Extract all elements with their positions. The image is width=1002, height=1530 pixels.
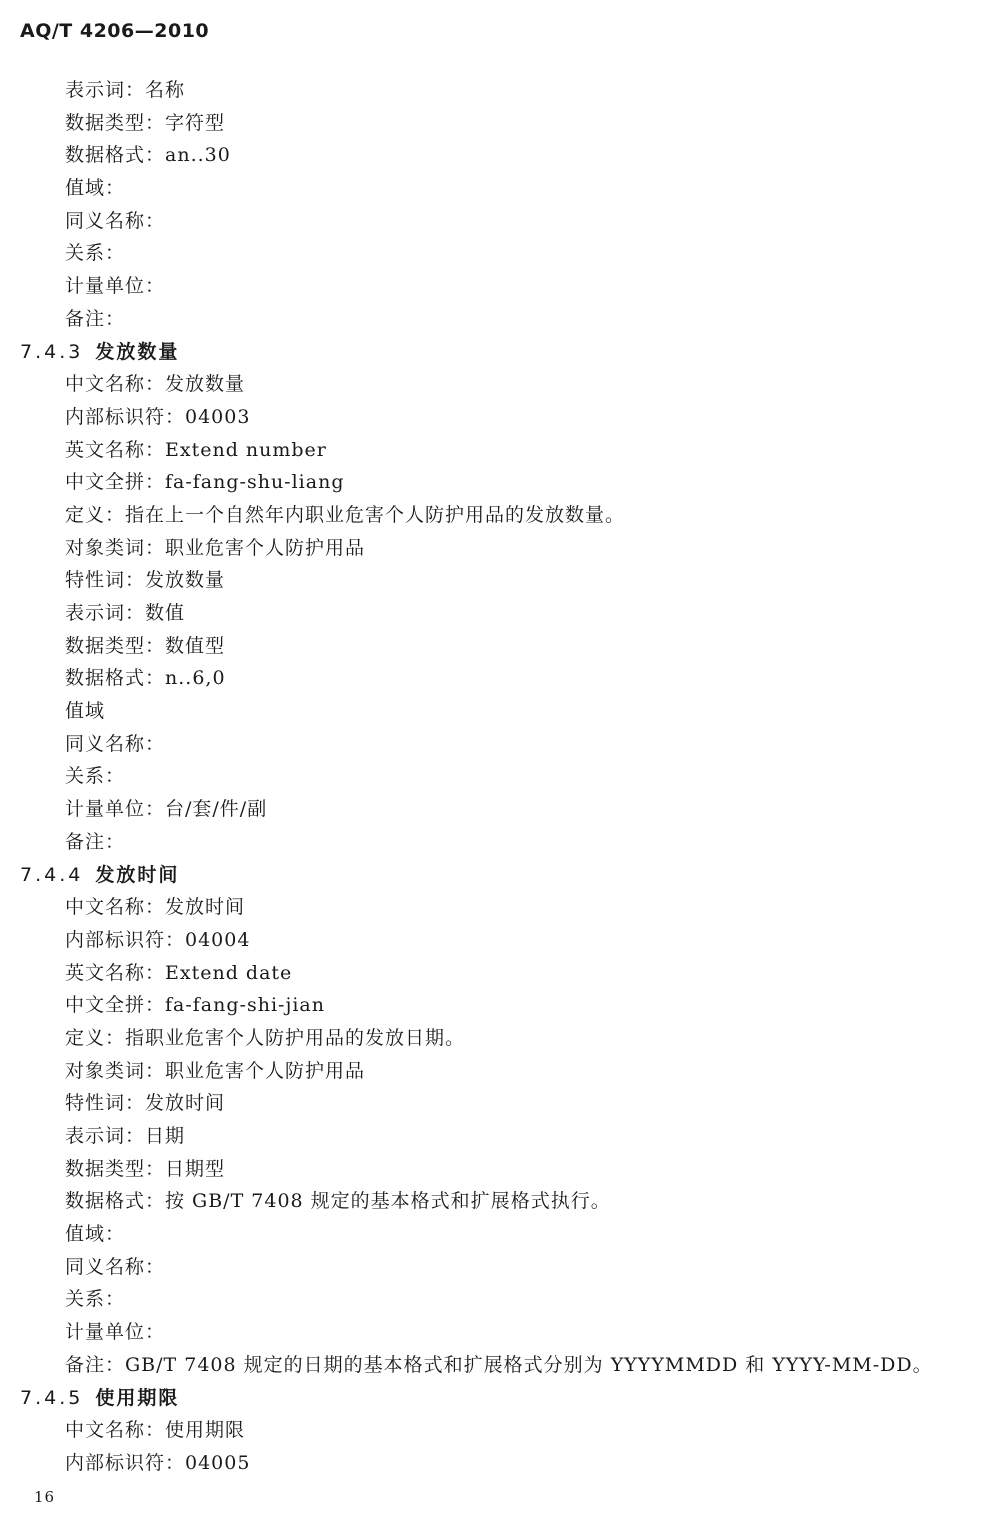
field-line: 对象类词：职业危害个人防护用品 [65,536,366,559]
field-line: 表示词：数值 [65,602,186,624]
field-line: 数据类型：数值型 [65,634,226,657]
field-line: 值域： [65,177,126,200]
field-line: 特性词：发放数量 [65,569,226,592]
field-line: 表示词：日期 [65,1125,186,1147]
section-heading-7-4-3 [0,336,1002,369]
field-line: 值域： [65,1223,126,1246]
field-line: 数据格式：按 GB/T 7408 规定的基本格式和扩展格式执行。 [65,1190,611,1213]
field-line: 备注： [65,307,126,330]
field-line: 定义：指在上一个自然年内职业危害个人防护用品的发放数量。 [65,503,626,526]
section-heading-7-4-4 [0,859,1002,892]
field-line: 计量单位：台/套/件/副 [65,798,268,821]
field-line: 计量单位： [65,275,166,298]
field-line: 备注：GB/T 7408 规定的日期的基本格式和扩展格式分别为 YYYYMMDD 和 YYYY-MM-DD。 [65,1353,933,1376]
field-line: 中文全拼：fa-fang-shi-jian [65,994,325,1017]
field-line: 英文名称：Extend date [65,961,293,984]
field-line: 特性词：发放时间 [65,1092,226,1115]
field-line: 内部标识符：04004 [65,928,251,951]
section-number: 7.4.5 [20,1386,84,1409]
field-line: 内部标识符：04005 [65,1451,251,1474]
field-line: 中文名称：发放时间 [65,896,246,919]
field-line: 数据类型：日期型 [65,1157,226,1180]
field-line: 备注： [65,830,126,853]
field-line: 对象类词：职业危害个人防护用品 [65,1059,366,1082]
field-line: 同义名称： [65,209,166,232]
section-title: 发放时间 [95,863,180,886]
field-line: 内部标识符：04003 [65,405,251,428]
field-line: 关系： [65,765,126,788]
section-title: 发放数量 [95,340,180,363]
document-code: AQ/T 4206—2010 [20,20,210,42]
field-line: 英文名称：Extend number [65,438,327,461]
field-line: 关系： [65,242,126,265]
page-number: 16 [34,1488,56,1506]
section-heading-7-4-5 [0,1382,1002,1415]
section-number: 7.4.3 [20,340,84,363]
field-line: 表示词：名称 [65,79,186,101]
section-number: 7.4.4 [20,863,84,886]
field-line: 数据格式：an..30 [65,144,231,167]
section-title: 使用期限 [95,1386,180,1409]
field-line: 计量单位： [65,1321,166,1344]
field-line: 同义名称： [65,1255,166,1278]
field-line: 同义名称： [65,732,166,755]
field-line: 数据类型：字符型 [65,111,226,134]
field-line: 中文名称：使用期限 [65,1419,246,1442]
field-line: 值域 [65,700,106,723]
field-line: 中文名称：发放数量 [65,373,246,396]
field-line: 中文全拼：fa-fang-shu-liang [65,471,345,494]
field-line: 关系： [65,1288,126,1311]
field-line: 定义：指职业危害个人防护用品的发放日期。 [65,1026,466,1049]
document-body [0,74,1002,1480]
field-line: 数据格式：n..6,0 [65,667,226,690]
